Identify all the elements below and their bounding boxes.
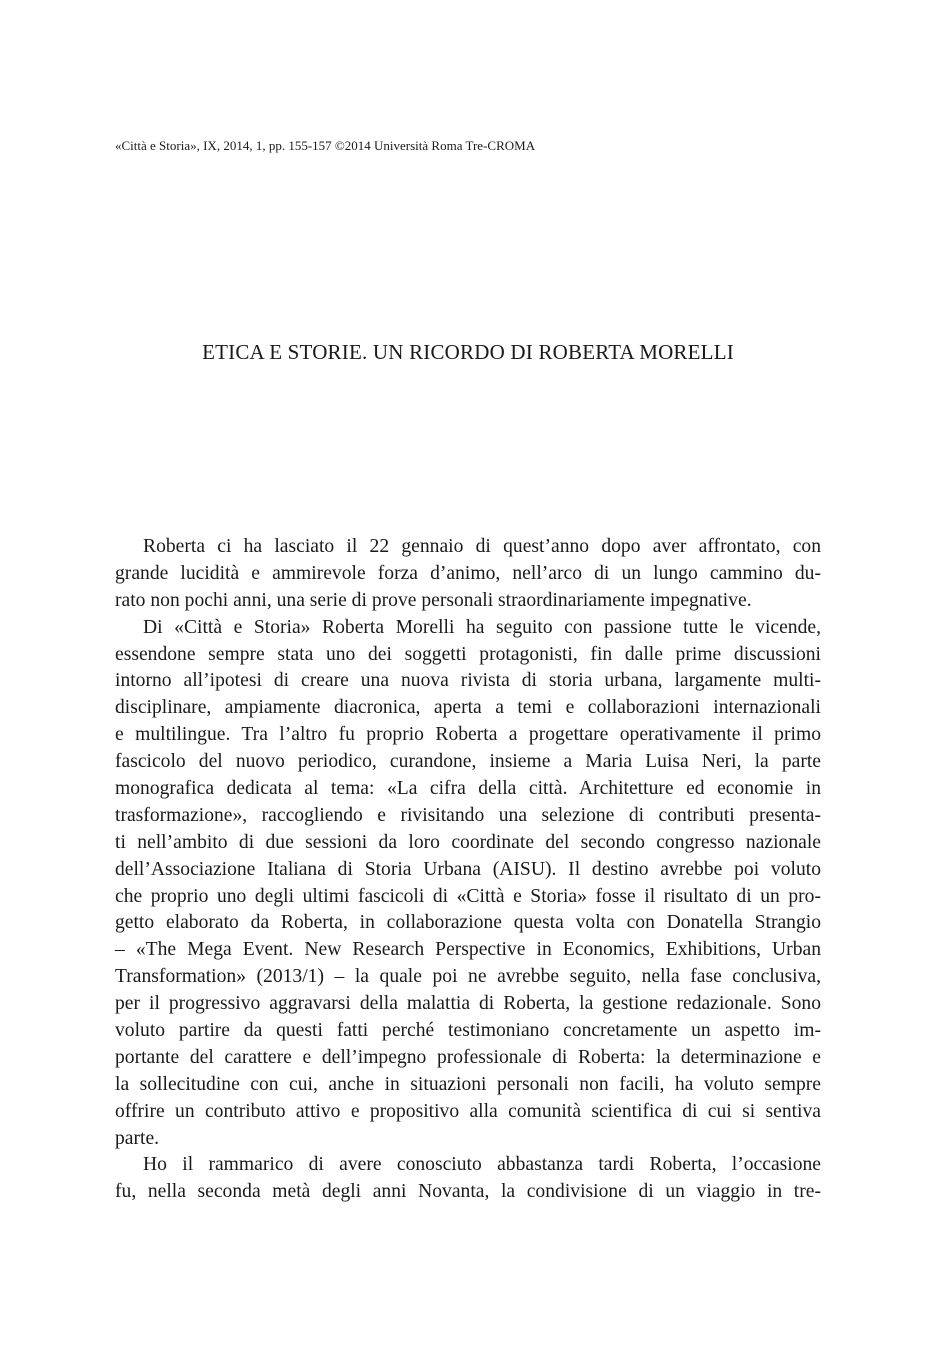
text-line: Ho il rammarico di avere conosciuto abbastanza tardi Roberta, l’occasione	[143, 1154, 821, 1176]
text-line: per il progressivo aggravarsi della malattia di Roberta, la gestione redazionale. Sono	[115, 993, 821, 1015]
text-line: e multilingue. Tra l’altro fu proprio Roberta a progettare operativamente il primo	[115, 724, 821, 746]
text-line: disciplinare, ampiamente diacronica, aperta a temi e collaborazioni internazionali	[115, 697, 821, 719]
text-line: offrire un contributo attivo e propositivo alla comunità scientifica di cui si sentiva	[115, 1100, 821, 1122]
text-line: che proprio uno degli ultimi fascicoli di «Città e Storia» fosse il risultato di un pro-	[115, 885, 821, 907]
text-line: la sollecitudine con cui, anche in situazioni personali non facili, ha voluto sempre	[115, 1073, 821, 1095]
text-line: fascicolo del nuovo periodico, curandone, insieme a Maria Luisa Neri, la parte	[115, 751, 821, 773]
text-line: Roberta ci ha lasciato il 22 gennaio di quest’anno dopo aver affrontato, con	[143, 536, 821, 557]
text-line: portante del carattere e dell’impegno professionale di Roberta: la determinazione e	[115, 1046, 821, 1068]
text-line: Di «Città e Storia» Roberta Morelli ha seguito con passione tutte le vicende,	[143, 616, 821, 638]
text-line: grande lucidità e ammirevole forza d’animo, nell’arco di un lungo cammino du-	[115, 562, 821, 584]
text-line: getto elaborato da Roberta, in collaborazione questa volta con Donatella Strangio	[115, 912, 821, 934]
body-paragraph	[115, 1152, 821, 1206]
text-line: dell’Associazione Italiana di Storia Urbana (AISU). Il destino avrebbe poi voluto	[115, 858, 821, 880]
running-header-citation: «Città e Storia», IX, 2014, 1, pp. 155-157 ©2014 Università Roma Tre-CROMA	[115, 138, 536, 153]
text-line: essendone sempre stata uno dei soggetti protagonisti, fin dalle prime discussioni	[115, 643, 821, 665]
article-body	[115, 534, 821, 1206]
text-line: rato non pochi anni, una serie di prove personali straordinariamente impegnative.	[115, 589, 752, 611]
article-title: ETICA E STORIE. UN RICORDO DI ROBERTA MORELLI	[202, 340, 734, 364]
text-line: fu, nella seconda metà degli anni Novanta, la condivisione di un viaggio in tre-	[115, 1181, 821, 1203]
text-line: – «The Mega Event. New Research Perspective in Economics, Exhibitions, Urban	[115, 939, 821, 961]
body-paragraph	[115, 534, 821, 615]
text-line: Transformation» (2013/1) – la quale poi ne avrebbe seguito, nella fase conclusiva,	[115, 966, 821, 988]
text-line: monografica dedicata al tema: «La cifra della città. Architetture ed economie in	[115, 778, 821, 800]
text-line: parte.	[115, 1127, 160, 1149]
text-line: voluto partire da questi fatti perché testimoniano concretamente un aspetto im-	[115, 1020, 821, 1042]
text-line: ti nell’ambito di due sessioni da loro coordinate del secondo congresso nazionale	[115, 831, 821, 853]
text-line: trasformazione», raccogliendo e rivisitando una selezione di contributi presenta-	[115, 804, 821, 826]
text-line: intorno all’ipotesi di creare una nuova rivista di storia urbana, largamente multi-	[115, 670, 821, 692]
body-paragraph	[115, 615, 821, 1153]
